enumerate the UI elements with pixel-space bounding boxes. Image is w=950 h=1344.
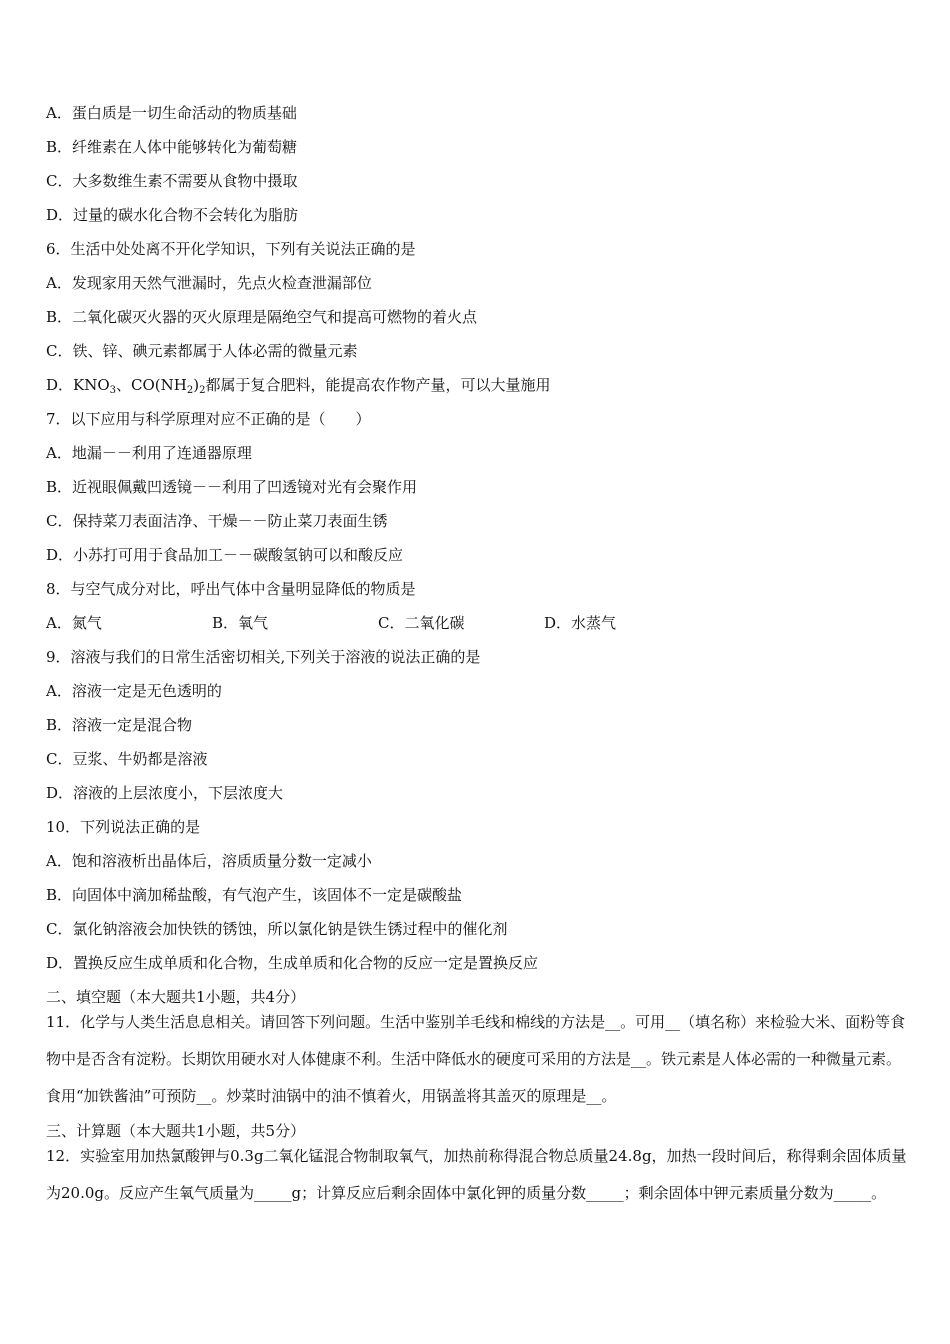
q12-text: 12．实验室用加热氯酸钾与0.3g二氧化锰混合物制取氧气，加热前称得混合物总质量24.8g，加热一段时间后，称得剩余固体质量为20.0g。反应产生氧气质量为_____g；计算反应后剩余固体中氯化钾的质量分数_____；剩余固体中钾元素质量分数为_____。 — [46, 1147, 907, 1202]
q9-option-d: D．溶液的上层浓度小，下层浓度大 — [46, 784, 284, 802]
q10-option-b: B．向固体中滴加稀盐酸，有气泡产生，该固体不一定是碳酸盐 — [46, 886, 463, 904]
q9-stem: 9．溶液与我们的日常生活密切相关,下列关于溶液的说法正确的是 — [46, 648, 481, 666]
q6-option-a: A．发现家用天然气泄漏时，先点火检查泄漏部位 — [46, 274, 372, 292]
q8-option-a: A．氮气 — [46, 614, 102, 632]
q9-option-b: B．溶液一定是混合物 — [46, 716, 193, 734]
q5-option-d: D．过量的碳水化合物不会转化为脂肪 — [46, 206, 299, 224]
q6-stem: 6．生活中处处离不开化学知识，下列有关说法正确的是 — [46, 240, 416, 258]
q6-d-sub3: 2 — [199, 385, 206, 396]
q6-d-mid: 、CO(NH — [116, 376, 187, 394]
q7-option-a: A．地漏－－利用了连通器原理 — [46, 444, 252, 462]
q6-option-d — [46, 375, 551, 401]
q7-option-b: B．近视眼佩戴凹透镜－－利用了凹透镜对光有会聚作用 — [46, 478, 418, 496]
q8-option-b: B．氧气 — [212, 614, 269, 632]
q5-option-b: B．纤维素在人体中能够转化为葡萄糖 — [46, 138, 298, 156]
q7-option-d: D．小苏打可用于食品加工－－碳酸氢钠可以和酸反应 — [46, 546, 404, 564]
q6-d-pre: D．KNO — [46, 376, 110, 394]
q5-option-a: A．蛋白质是一切生命活动的物质基础 — [46, 104, 297, 122]
q6-option-c: C．铁、锌、碘元素都属于人体必需的微量元素 — [46, 342, 358, 360]
q8-option-d: D．水蒸气 — [544, 614, 617, 632]
q10-stem: 10．下列说法正确的是 — [46, 818, 201, 836]
q7-option-c: C．保持菜刀表面洁净、干燥－－防止菜刀表面生锈 — [46, 512, 388, 530]
q6-d-sub1: 3 — [109, 385, 117, 396]
q6-d-mid2: ) — [193, 376, 200, 394]
q7-stem: 7．以下应用与科学原理对应不正确的是（ ） — [46, 410, 371, 428]
q8-option-c: C．二氧化碳 — [378, 614, 465, 632]
q6-option-b: B．二氧化碳灭火器的灭火原理是隔绝空气和提高可燃物的着火点 — [46, 308, 478, 326]
q10-option-a: A．饱和溶液析出晶体后，溶质质量分数一定减小 — [46, 852, 372, 870]
q11-text: 11．化学与人类生活息息相关。请回答下列问题。生活中鉴别羊毛线和棉线的方法是__。可用__（填名称）来检验大米、面粉等食物中是否含有淀粉。长期饮用硬水对人体健康不利。生活中降低水的硬度可采用的方法是__。铁元素是人体必需的一种微量元素。食用“加铁酱油”可预防__。炒菜时油锅中的油不慎着火，用锅盖将其盖灭的原理是__。 — [46, 1013, 906, 1105]
q9-option-a: A．溶液一定是无色透明的 — [46, 682, 222, 700]
section-calculation-title: 三、计算题（本大题共1小题，共5分） — [46, 1122, 306, 1140]
q8-options — [46, 613, 616, 633]
q6-d-sub2: 2 — [186, 385, 194, 396]
q8-stem: 8．与空气成分对比，呼出气体中含量明显降低的物质是 — [46, 580, 416, 598]
q6-d-post: 都属于复合肥料，能提高农作物产量，可以大量施用 — [205, 376, 551, 394]
q9-option-c: C．豆浆、牛奶都是溶液 — [46, 750, 208, 768]
q10-option-c: C．氯化钠溶液会加快铁的锈蚀，所以氯化钠是铁生锈过程中的催化剂 — [46, 920, 508, 938]
section-fill-in-title: 二、填空题（本大题共1小题，共4分） — [46, 988, 306, 1006]
q10-option-d: D．置换反应生成单质和化合物，生成单质和化合物的反应一定是置换反应 — [46, 954, 539, 972]
q5-option-c: C．大多数维生素不需要从食物中摄取 — [46, 172, 298, 190]
